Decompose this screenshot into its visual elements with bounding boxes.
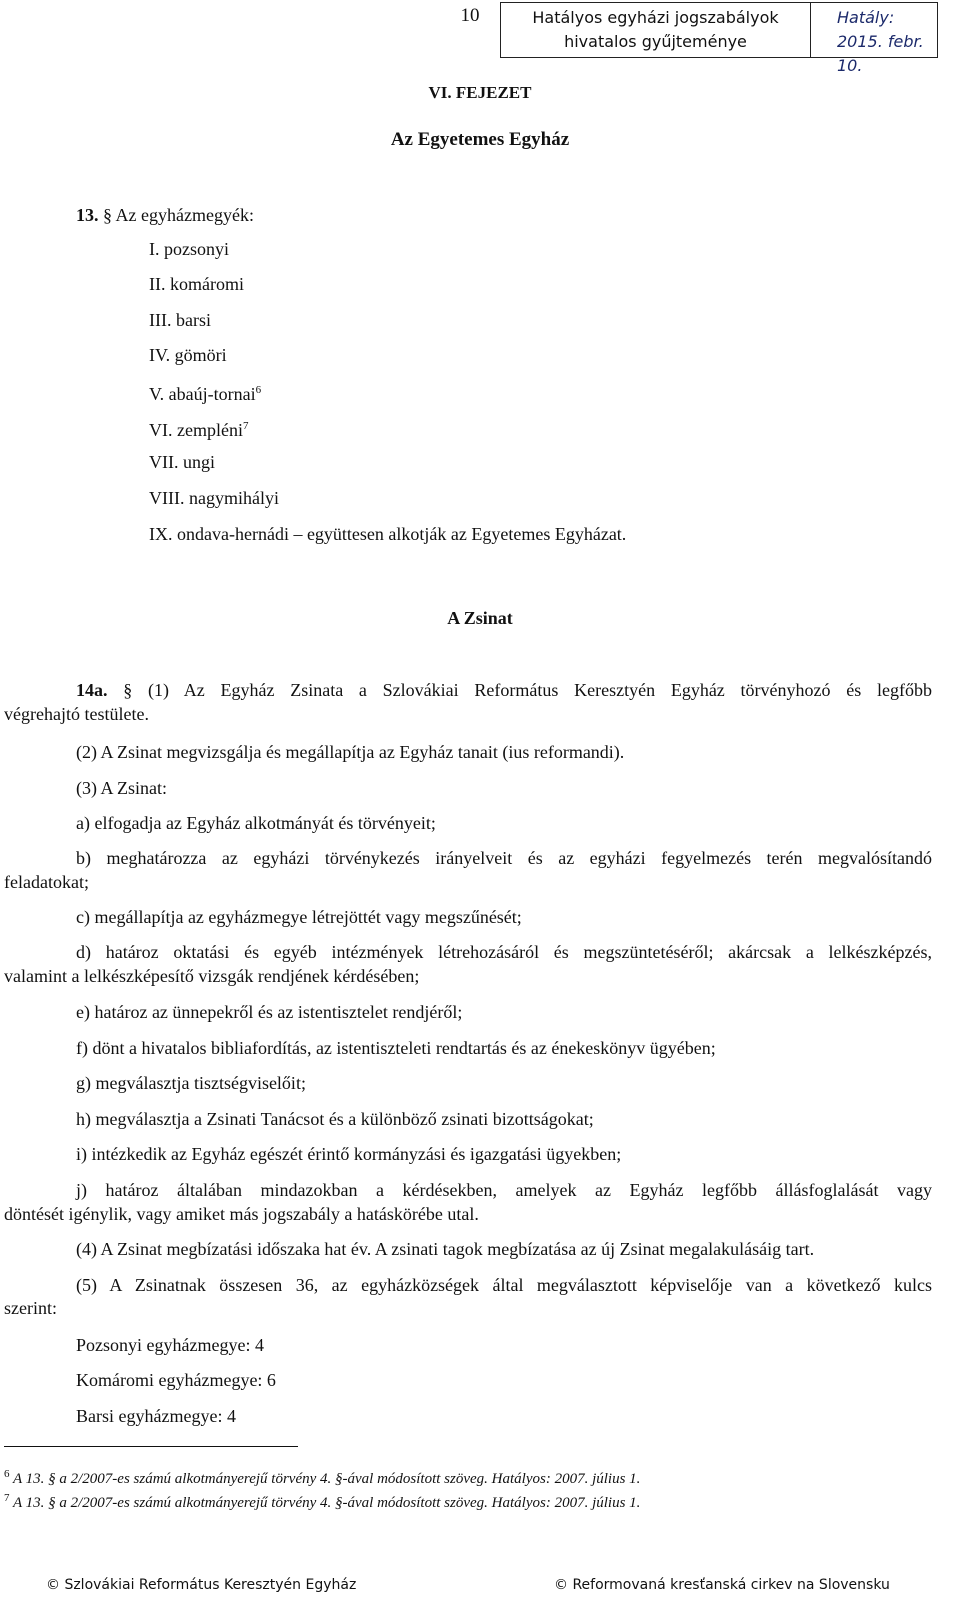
header-title-line2: hivatalos gyűjteménye — [564, 32, 747, 51]
chapter-title: Az Egyetemes Egyház — [390, 129, 570, 150]
clause-i: i) intézkedik az Egyház egészét érintő kormányzási és igazgatási ügyekben; — [76, 1144, 622, 1164]
diocese-item: V. abaúj-tornai — [149, 384, 256, 404]
section-13-number: 13. — [76, 205, 99, 225]
clause-d-cont: valamint a lelkészképesítő vizsgák rendjének kérdésében; — [4, 966, 420, 986]
quota-item: Komáromi egyházmegye: 6 — [76, 1370, 276, 1390]
clause-e: e) határoz az ünnepekről és az istentisztelet rendjéről; — [76, 1002, 463, 1022]
header-effect-date: 2015. febr. 10. — [837, 32, 924, 75]
clause-d: d) határoz oktatási és egyéb intézmények létrehozásáról és megszüntetéséről; akárcsak a lelkészképzés, — [76, 942, 932, 962]
paragraph-14a-2: (2) A Zsinat megvizsgálja és megállapítja az Egyház tanait (ius reformandi). — [76, 742, 625, 762]
diocese-item: II. komáromi — [149, 274, 244, 294]
footnote — [4, 1489, 640, 1512]
footnote-ref[interactable]: 6 — [255, 384, 262, 396]
clause-j: j) határoz általában mindazokban a kérdésekben, amelyek az Egyház legfőbb állásfoglalását vagy — [76, 1180, 932, 1200]
diocese-item: VII. ungi — [149, 452, 215, 472]
clause-f: f) dönt a hivatalos bibliafordítás, az istentiszteleti rendtartás és az énekeskönyv ügyében; — [76, 1038, 716, 1058]
diocese-item: VI. zempléni — [149, 420, 243, 440]
clause-c: c) megállapítja az egyházmegye létrejöttét vagy megszűnését; — [76, 907, 522, 927]
section-heading-zsinat: A Zsinat — [447, 608, 513, 628]
header-title-box — [500, 2, 811, 58]
clause-h: h) megválasztja a Zsinati Tanácsot és a különböző zsinati bizottságokat; — [76, 1109, 594, 1129]
footnote-separator — [4, 1446, 298, 1447]
quota-item: Barsi egyházmegye: 4 — [76, 1406, 236, 1426]
diocese-item: IV. gömöri — [149, 345, 227, 365]
footer-left: © Szlovákiai Református Keresztyén Egyház — [46, 1577, 357, 1593]
header-title-line1: Hatályos egyházi jogszabályok — [532, 8, 779, 27]
paragraph-text: végrehajtó testülete. — [4, 704, 149, 724]
chapter-label-text: VI. FEJEZET — [428, 83, 532, 102]
clause-b-cont: feladatokat; — [4, 872, 89, 892]
paragraph-text: (1) Az Egyház Zsinata a Szlovákiai Református Keresztyén Egyház törvényhozó és legfőbb — [148, 680, 932, 700]
footnote — [4, 1465, 640, 1488]
paragraph-14a-3: (3) A Zsinat: — [76, 778, 167, 798]
paragraph-14a-1 — [76, 679, 932, 701]
footnote-ref[interactable]: 7 — [242, 420, 249, 432]
chapter-label — [0, 81, 960, 104]
paragraph-14a-4: (4) A Zsinat megbízatási időszaka hat év. A zsinati tagok megbízatása az új Zsinat megalakulásáig tart. — [76, 1239, 815, 1259]
header-effect-label: Hatály: — [837, 8, 895, 27]
diocese-item-with-footnote — [149, 415, 248, 441]
clause-a: a) elfogadja az Egyház alkotmányát és törvényeit; — [76, 813, 436, 833]
section-14a-sign: § — [123, 680, 133, 700]
diocese-item: III. barsi — [149, 310, 211, 330]
quota-item: Pozsonyi egyházmegye: 4 — [76, 1335, 264, 1355]
section-13-heading — [76, 204, 254, 226]
page-number: 10 — [460, 5, 480, 26]
header-effect-box — [810, 2, 938, 75]
footer-right: © Reformovaná kresťanská cirkev na Slovensku — [554, 1577, 890, 1593]
diocese-item: IX. ondava-hernádi – együttesen alkotják az Egyetemes Egyházat. — [149, 524, 627, 544]
clause-g: g) megválasztja tisztségviselőit; — [76, 1073, 306, 1093]
diocese-item: VIII. nagymihályi — [149, 488, 279, 508]
paragraph-14a-5-cont: szerint: — [4, 1298, 57, 1318]
clause-j-cont: döntését igénylik, vagy amiket más jogszabály a hatáskörébe utal. — [4, 1204, 479, 1224]
footnote-text: A 13. § a 2/2007-es számú alkotmányerejű törvény 4. §-ával módosított szöveg. Hatályos: 2007. július 1. — [12, 1495, 641, 1511]
footnote-text: A 13. § a 2/2007-es számú alkotmányerejű törvény 4. §-ával módosított szöveg. Hatályos: 2007. július 1. — [12, 1471, 641, 1487]
clause-b: b) meghatározza az egyházi törvénykezés irányelveit és az egyházi fegyelmezés terén megvalósítandó — [76, 848, 932, 868]
diocese-item: I. pozsonyi — [149, 239, 229, 259]
section-14a-number: 14a. — [76, 680, 108, 700]
paragraph-14a-5: (5) A Zsinatnak összesen 36, az egyházközségek által megválasztott képviselője van a következő kulcs — [76, 1275, 932, 1295]
section-13-sign: § — [103, 205, 112, 225]
section-13-intro: Az egyházmegyék: — [115, 205, 254, 225]
footnote-mark: 7 — [4, 1492, 10, 1504]
diocese-item-with-footnote — [149, 379, 261, 405]
footnote-mark: 6 — [4, 1468, 10, 1480]
